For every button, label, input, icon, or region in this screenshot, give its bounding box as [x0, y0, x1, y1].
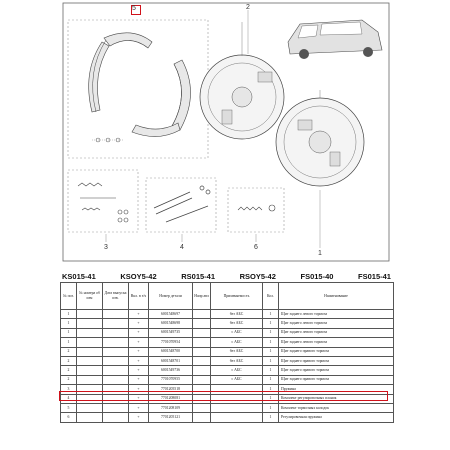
- cell-spare-part: +: [129, 385, 149, 394]
- vehicle-code: KS015-41: [62, 271, 96, 281]
- cell-issue-date: [103, 310, 129, 319]
- cell-direction: [193, 310, 211, 319]
- cell-name: Регулировочная пружина: [279, 413, 394, 422]
- cell-name: Щит заднего левого тормоза: [279, 319, 394, 328]
- cell-change-no: [77, 347, 103, 356]
- parts-table-section: [60, 270, 393, 423]
- cell-pos: 2: [61, 375, 77, 384]
- cell-spare-part: +: [129, 366, 149, 375]
- cell-change-no: [77, 356, 103, 365]
- cell-direction: [193, 356, 211, 365]
- cell-direction: [193, 347, 211, 356]
- table-header-row: [61, 283, 394, 310]
- cell-qty: 1: [263, 319, 279, 328]
- callout-1: 1: [318, 250, 322, 257]
- cell-applicability: без АБС: [211, 347, 263, 356]
- cell-spare-part: +: [129, 319, 149, 328]
- cell-applicability: с АБС: [211, 366, 263, 375]
- cell-qty: 1: [263, 310, 279, 319]
- cell-applicability: без АБС: [211, 319, 263, 328]
- cell-spare-part: +: [129, 338, 149, 347]
- cell-issue-date: [103, 403, 129, 412]
- table-row: [61, 328, 394, 337]
- cell-change-no: [77, 319, 103, 328]
- cell-part-number: 6001548701: [149, 356, 193, 365]
- header-direction: Напр авл: [193, 283, 211, 310]
- parts-table: [60, 282, 394, 423]
- cell-issue-date: [103, 375, 129, 384]
- cell-spare-part: +: [129, 310, 149, 319]
- cell-applicability: с АБС: [211, 328, 263, 337]
- cell-change-no: [77, 375, 103, 384]
- cell-name: Щит заднего левого тормоза: [279, 310, 394, 319]
- cell-pos: 2: [61, 347, 77, 356]
- header-applicability: Применяемость: [211, 283, 263, 310]
- table-row: [61, 394, 394, 403]
- cell-issue-date: [103, 338, 129, 347]
- brake-parts-drawing: [62, 2, 390, 262]
- cell-applicability: [211, 413, 263, 422]
- cell-change-no: [77, 403, 103, 412]
- callout-4: 4: [180, 244, 184, 251]
- cell-direction: [193, 394, 211, 403]
- table-row: [61, 375, 394, 384]
- cell-change-no: [77, 310, 103, 319]
- cell-name: Комплект тормозных колодок: [279, 403, 394, 412]
- table-row: [61, 413, 394, 422]
- table-row: [61, 385, 394, 394]
- table-row: [61, 310, 394, 319]
- cell-qty: 1: [263, 385, 279, 394]
- cell-part-number: 6001548697: [149, 310, 193, 319]
- cell-issue-date: [103, 347, 129, 356]
- vehicle-code: RSOY5-42: [239, 271, 276, 281]
- header-issue-date: Дата выпуска изв.: [103, 283, 129, 310]
- vehicle-code: RS015-41: [181, 271, 216, 281]
- cell-direction: [193, 328, 211, 337]
- header-qty: Кол.: [263, 283, 279, 310]
- cell-part-number: 7701208081: [149, 394, 193, 403]
- table-row: [61, 319, 394, 328]
- header-spare-part: Вкл. в з/ч: [129, 283, 149, 310]
- cell-direction: [193, 375, 211, 384]
- cell-change-no: [77, 328, 103, 337]
- table-row: [61, 403, 394, 412]
- cell-qty: 1: [263, 366, 279, 375]
- cell-pos: 1: [61, 338, 77, 347]
- table-row: [61, 356, 394, 365]
- cell-pos: 1: [61, 328, 77, 337]
- cell-part-number: 7701205121: [149, 413, 193, 422]
- cell-spare-part: +: [129, 403, 149, 412]
- cell-direction: [193, 319, 211, 328]
- cell-direction: [193, 413, 211, 422]
- cell-name: Щит заднего правого тормоза: [279, 375, 394, 384]
- cell-name: Щит заднего правого тормоза: [279, 356, 394, 365]
- cell-spare-part: +: [129, 413, 149, 422]
- cell-pos: 5: [61, 403, 77, 412]
- cell-applicability: с АБС: [211, 338, 263, 347]
- cell-pos: 3: [61, 385, 77, 394]
- cell-change-no: [77, 385, 103, 394]
- cell-change-no: [77, 366, 103, 375]
- cell-spare-part: +: [129, 356, 149, 365]
- cell-name: Щит заднего левого тормоза: [279, 328, 394, 337]
- cell-qty: 1: [263, 375, 279, 384]
- cell-spare-part: +: [129, 328, 149, 337]
- cell-part-number: 6001548700: [149, 347, 193, 356]
- cell-issue-date: [103, 319, 129, 328]
- vehicle-code: KSOY5-42: [120, 271, 157, 281]
- cell-issue-date: [103, 413, 129, 422]
- table-row: [61, 338, 394, 347]
- vehicle-code: FS015-41: [358, 271, 391, 281]
- callout-3: 3: [104, 244, 108, 251]
- cell-spare-part: +: [129, 347, 149, 356]
- cell-issue-date: [103, 328, 129, 337]
- callout-2: 2: [246, 4, 250, 11]
- header-part-number: Номер детали: [149, 283, 193, 310]
- cell-direction: [193, 366, 211, 375]
- cell-applicability: с АБС: [211, 375, 263, 384]
- cell-pos: 2: [61, 366, 77, 375]
- cell-qty: 1: [263, 394, 279, 403]
- callout-6: 6: [254, 244, 258, 251]
- cell-qty: 1: [263, 356, 279, 365]
- cell-applicability: [211, 394, 263, 403]
- cell-issue-date: [103, 385, 129, 394]
- cell-pos: 2: [61, 356, 77, 365]
- callout-5: 5: [132, 5, 136, 12]
- cell-part-number: 7701070955: [149, 375, 193, 384]
- cell-issue-date: [103, 366, 129, 375]
- cell-pos: 1: [61, 319, 77, 328]
- cell-change-no: [77, 394, 103, 403]
- cell-spare-part: +: [129, 375, 149, 384]
- cell-qty: 1: [263, 403, 279, 412]
- exploded-diagram: [62, 2, 390, 262]
- cell-part-number: 6001549736: [149, 366, 193, 375]
- cell-part-number: 7701205518: [149, 385, 193, 394]
- cell-part-number: 6001548698: [149, 319, 193, 328]
- cell-qty: 1: [263, 413, 279, 422]
- header-change-no: № номера об изм: [77, 283, 103, 310]
- cell-direction: [193, 403, 211, 412]
- cell-qty: 1: [263, 338, 279, 347]
- cell-change-no: [77, 413, 103, 422]
- cell-pos: 1: [61, 310, 77, 319]
- cell-applicability: без АБС: [211, 310, 263, 319]
- table-row: [61, 366, 394, 375]
- cell-direction: [193, 385, 211, 394]
- cell-name: Щит заднего правого тормоза: [279, 347, 394, 356]
- cell-name: Щит заднего левого тормоза: [279, 338, 394, 347]
- vehicle-code: FS015-40: [300, 271, 334, 281]
- cell-part-number: 7701208109: [149, 403, 193, 412]
- header-name: Наименование: [279, 283, 394, 310]
- cell-applicability: [211, 403, 263, 412]
- vehicle-codes-row: [60, 270, 393, 282]
- header-pos: № поз.: [61, 283, 77, 310]
- cell-qty: 1: [263, 328, 279, 337]
- cell-part-number: 6001549735: [149, 328, 193, 337]
- cell-change-no: [77, 338, 103, 347]
- cell-qty: 1: [263, 347, 279, 356]
- cell-direction: [193, 338, 211, 347]
- cell-name: Пружина: [279, 385, 394, 394]
- cell-issue-date: [103, 394, 129, 403]
- table-row: [61, 347, 394, 356]
- cell-name: Щит заднего правого тормоза: [279, 366, 394, 375]
- cell-applicability: без АБС: [211, 356, 263, 365]
- cell-spare-part: +: [129, 394, 149, 403]
- cell-pos: 6: [61, 413, 77, 422]
- cell-name: Комплект регулировочных планок: [279, 394, 394, 403]
- cell-pos: 4: [61, 394, 77, 403]
- cell-applicability: [211, 385, 263, 394]
- cell-part-number: 7701070954: [149, 338, 193, 347]
- cell-issue-date: [103, 356, 129, 365]
